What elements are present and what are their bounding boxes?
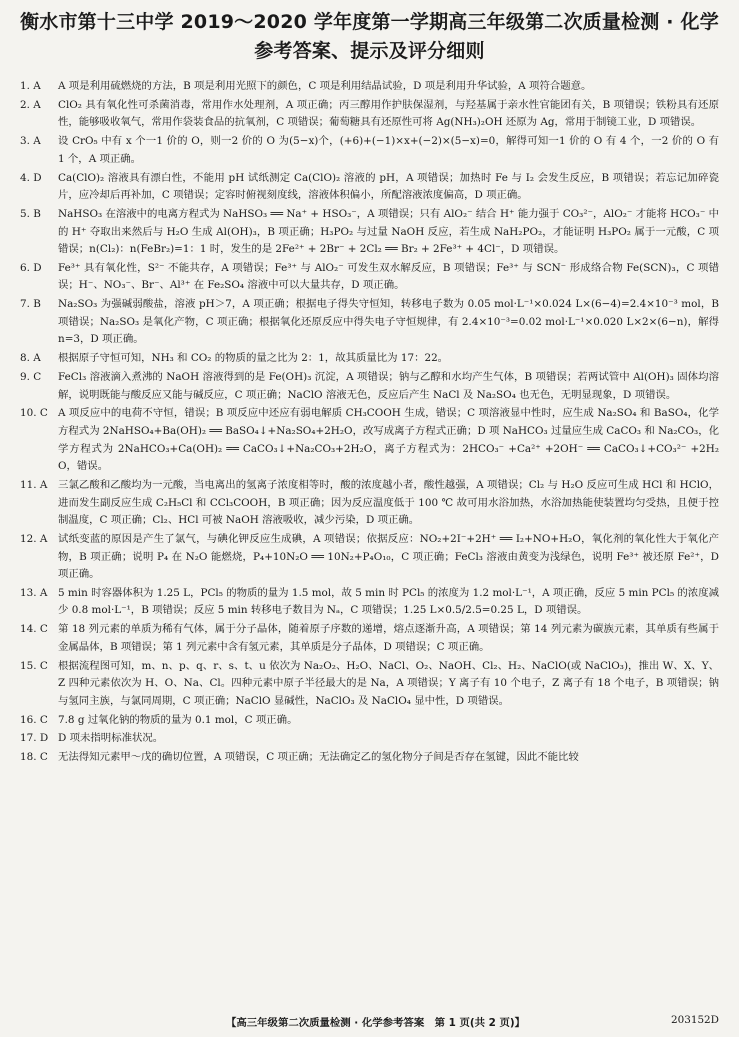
answer-item bbox=[20, 133, 719, 168]
page-title: 衡水市第十三中学 2019～2020 学年度第一学期高三年级第二次质量检测 · 化学 bbox=[20, 11, 719, 33]
answer-explanation: D 项未指明标准状况。 bbox=[58, 732, 164, 745]
answer-explanation: 根据原子守恒可知，NH₃ 和 CO₂ 的物质的量之比为 2：1，故其质量比为 17：22。 bbox=[58, 352, 449, 365]
answer-item bbox=[20, 206, 719, 259]
answer-explanation: 三氯乙酸和乙酸均为一元酸，当电离出的氢离子浓度相等时，酸的浓度越小者，酸性越强，A 项错误；Cl₂ 与 H₂O 反应可生成 HCl 和 HClO，进而发生副反应生成 C₂H₅Cl 和 CCl₃COOH，B 项正确；因为反应温度低于 100 ℃ 故可用水浴加热，水浴加热能使装置均匀受热，且便于控制温度，C 项正确；Cl₂、HCl 可被 NaOH 溶液吸收，减少污染，D 项正确。 bbox=[58, 478, 719, 527]
answer-number: 15. C bbox=[20, 659, 48, 672]
answer-explanation: 试纸变蓝的原因是产生了氯气，与碘化钾反应生成碘，A 项错误；依据反应：NO₂+2I⁻+2H⁺ ══ I₂+NO+H₂O，氧化剂的氧化性大于氧化产物，B 项正确；说明 P₄ 在 N₂O 能燃烧，P₄+10N₂O ══ 10N₂+P₄O₁₀，C 项正确；FeCl₃ 溶液由黄变为浅绿色，说明 Fe³⁺ 被还原 Fe²⁺，D 项正确。 bbox=[58, 532, 719, 581]
answer-number: 3. A bbox=[20, 135, 41, 148]
answer-explanation: 7.8 g 过氧化钠的物质的量为 0.1 mol，C 项正确。 bbox=[58, 713, 298, 726]
answer-item bbox=[20, 749, 719, 767]
answer-item bbox=[20, 712, 719, 730]
answer-item bbox=[20, 730, 719, 748]
answer-number: 5. B bbox=[20, 207, 41, 220]
answer-number: 1. A bbox=[20, 80, 41, 92]
answer-item bbox=[20, 260, 719, 295]
answer-number: 2. A bbox=[20, 98, 41, 111]
answer-number: 8. A bbox=[20, 352, 41, 365]
answer-item bbox=[20, 658, 719, 711]
answer-number: 18. C bbox=[20, 751, 48, 764]
answer-explanation: Fe³⁺ 具有氧化性，S²⁻ 不能共存，A 项错误；Fe³⁺ 与 AlO₂⁻ 可发生双水解反应，B 项错误；Fe³⁺ 与 SCN⁻ 形成络合物 Fe(SCN)₃，C 项错误；H⁻、NO₃⁻、Br⁻、Al³⁺ 在 Fe₂SO₄ 溶液中可以大量共存，D 项正确。 bbox=[58, 261, 719, 292]
answer-item bbox=[20, 531, 719, 584]
answer-number: 11. A bbox=[20, 478, 48, 491]
page-subtitle: 参考答案、提示及评分细则 bbox=[254, 40, 485, 62]
answer-item bbox=[20, 621, 719, 656]
answer-number: 7. B bbox=[20, 298, 41, 311]
footer-code: 203152D bbox=[671, 1014, 719, 1026]
answer-item bbox=[20, 369, 719, 404]
answer-number: 14. C bbox=[20, 623, 48, 636]
answer-explanation: Na₂SO₃ 为强碱弱酸盐，溶液 pH＞7，A 项正确；根据电子得失守恒知，转移电子数为 0.05 mol·L⁻¹×0.024 L×(6−4)=2.4×10⁻³ mol，B 项错误；Na₂SO₃ 是氧化产物，C 项正确；根据氧化还原反应中得失电子守恒规律，有 2.4×10⁻³=0.02 mol·L⁻¹×0.020 L×2×(6−n)，解得 n=3，D 项正确。 bbox=[58, 298, 719, 346]
answer-explanation: Ca(ClO)₂ 溶液具有漂白性，不能用 pH 试纸测定 Ca(ClO)₂ 溶液的 pH，A 项错误；加热时 Fe 与 I₂ 会发生反应，B 项错误；若忘记加碎瓷片，应冷却后再补加，C 项错误；定容时俯视刻度线，溶液体积偏小，所配溶液浓度偏高，D 项正确。 bbox=[58, 171, 719, 202]
answer-item bbox=[20, 585, 719, 620]
answer-number: 4. D bbox=[20, 171, 42, 184]
answer-explanation: 第 18 列元素的单质为稀有气体，属于分子晶体，随着原子序数的递增，熔点逐渐升高，A 项错误；第 14 列元素为碳族元素，其单质有些属于金属晶体，B 项错误；第 1 列元素中含有氢元素，其单质是分子晶体，D 项错误；C 项正确。 bbox=[58, 623, 719, 653]
answer-item bbox=[20, 405, 719, 475]
answer-explanation: 设 CrO₅ 中有 x 个一1 价的 O，则一2 价的 O 为(5−x)个，(+6)+(−1)×x+(−2)×(5−x)=0，解得可知一1 价的 O 有 4 个，一2 价的 O 有 1 个，A 项正确。 bbox=[58, 135, 719, 165]
answer-explanation: 5 min 时容器体积为 1.25 L，PCl₅ 的物质的量为 1.5 mol，故 5 min 时 PCl₅ 的浓度为 1.2 mol·L⁻¹，A 项正确，反应 5 min PCl₅ 的浓度减少 0.8 mol·L⁻¹，B 项错误；反应 5 min 转移电子数目为 Nₐ，C 项错误；1.25 L×0.5/2.5=0.25 L，D 项错误。 bbox=[58, 586, 719, 617]
answer-number: 13. A bbox=[20, 586, 48, 599]
page-footer bbox=[20, 1014, 719, 1029]
answer-explanation: A 项是利用硫燃烧的方法，B 项是利用光照下的颜色，C 项是利用结晶试验，D 项是利用升华试验，A 项符合题意。 bbox=[58, 80, 592, 92]
answer-explanation: NaHSO₃ 在溶液中的电离方程式为 NaHSO₃ ══ Na⁺ + HSO₃⁻，A 项错误；只有 AlO₂⁻ 结合 H⁺ 能力强于 CO₃²⁻，AlO₂⁻ 才能将 HCO₃⁻ 中的 H⁺ 夺取出来然后与 H₂O 生成 Al(OH)₃，B 项正确；H₃PO₂ 与过量 NaOH 反应，若生成 NaH₂PO₂，才能证明 H₃PO₂ 属于一元酸，C 项错误；n(Cl₂)：n(FeBr₂)=1：1 时，发生的是 2Fe²⁺ + 2Br⁻ + 2Cl₂ ══ Br₂ + 2Fe³⁺ + 4Cl⁻，D 项错误。 bbox=[58, 207, 720, 256]
answer-item bbox=[20, 170, 719, 205]
answer-item bbox=[20, 477, 719, 530]
answer-list bbox=[20, 78, 719, 767]
answer-explanation: 无法得知元素甲～戊的确切位置，A 项错误，C 项正确；无法确定乙的氢化物分子间是否存在氢键，因此不能比较 bbox=[58, 751, 579, 764]
answer-item bbox=[20, 78, 719, 96]
answer-number: 9. C bbox=[20, 371, 42, 383]
answer-explanation: FeCl₃ 溶液滴入煮沸的 NaOH 溶液得到的是 Fe(OH)₃ 沉淀，A 项错误；钠与乙醇和水均产生气体，B 项错误；若两试管中 Al(OH)₃ 固体均溶解，说明既能与酸反应又能与碱反应，C 项正确；NaClO 溶液无色，反应后产生 NaCl 及 Na₂SO₄ 也无色，无明显现象，D 项错误。 bbox=[58, 371, 719, 401]
answer-item bbox=[20, 296, 719, 349]
answer-number: 17. D bbox=[20, 732, 49, 745]
answer-explanation: 根据流程图可知，m、n、p、q、r、s、t、u 依次为 Na₂O₂、H₂O、NaCl、O₂、NaOH、Cl₂、H₂、NaClO(或 NaClO₃)，推出 W、X、Y、Z 四种元素依次为 H、O、Na、Cl。四种元素中原子半径最大的是 Na，A 项错误；Y 离子有 10 个电子，Z 离子有 18 个电子，B 项错误；钠与氢同主族，与氯同周期，C 项正确；NaClO 显碱性，NaClO₃ 及 NaClO₄ 显中性，D 项错误。 bbox=[58, 659, 719, 707]
answer-number: 12. A bbox=[20, 532, 48, 545]
answer-explanation: A 项反应中的电荷不守恒，错误；B 项反应中还应有弱电解质 CH₃COOH 生成，错误；C 项溶液显中性时，应生成 Na₂SO₄ 和 BaSO₄，化学方程式为 2NaHSO₄+Ba(OH)₂ ══ BaSO₄↓+Na₂SO₄+2H₂O，改写成离子方程式正确；D 项 NaHCO₃ 过量应生成 CaCO₃ 和 Na₂CO₃，化学方程式为 2NaHCO₃+Ca(OH)₂ ══ CaCO₃↓+Na₂CO₃+2H₂O，离子方程式为：2HCO₃⁻ +Ca²⁺ +2OH⁻ ══ CaCO₃↓+CO₃²⁻ +2H₂O，错误。 bbox=[58, 407, 719, 473]
answer-item bbox=[20, 97, 719, 132]
answer-item bbox=[20, 350, 719, 368]
answer-number: 16. C bbox=[20, 713, 48, 726]
answer-number: 10. C bbox=[20, 407, 48, 420]
answer-explanation: ClO₂ 具有氧化性可杀菌消毒，常用作水处理剂，A 项正确；丙三醇用作护肤保湿剂，与羟基属于亲水性官能团有关，B 项错误；铁粉具有还原性，能够吸收氧气，常用作袋装食品的抗氧剂，C 项错误；葡萄糖具有还原性可将 Ag(NH₃)₂OH 还原为 Ag，常用于制镜工业，D 项错误。 bbox=[58, 98, 719, 129]
footer-page-info: 【高三年级第二次质量检测 · 化学参考答案 第 1 页(共 2 页)】 bbox=[226, 1017, 525, 1029]
answer-number: 6. D bbox=[20, 261, 42, 274]
